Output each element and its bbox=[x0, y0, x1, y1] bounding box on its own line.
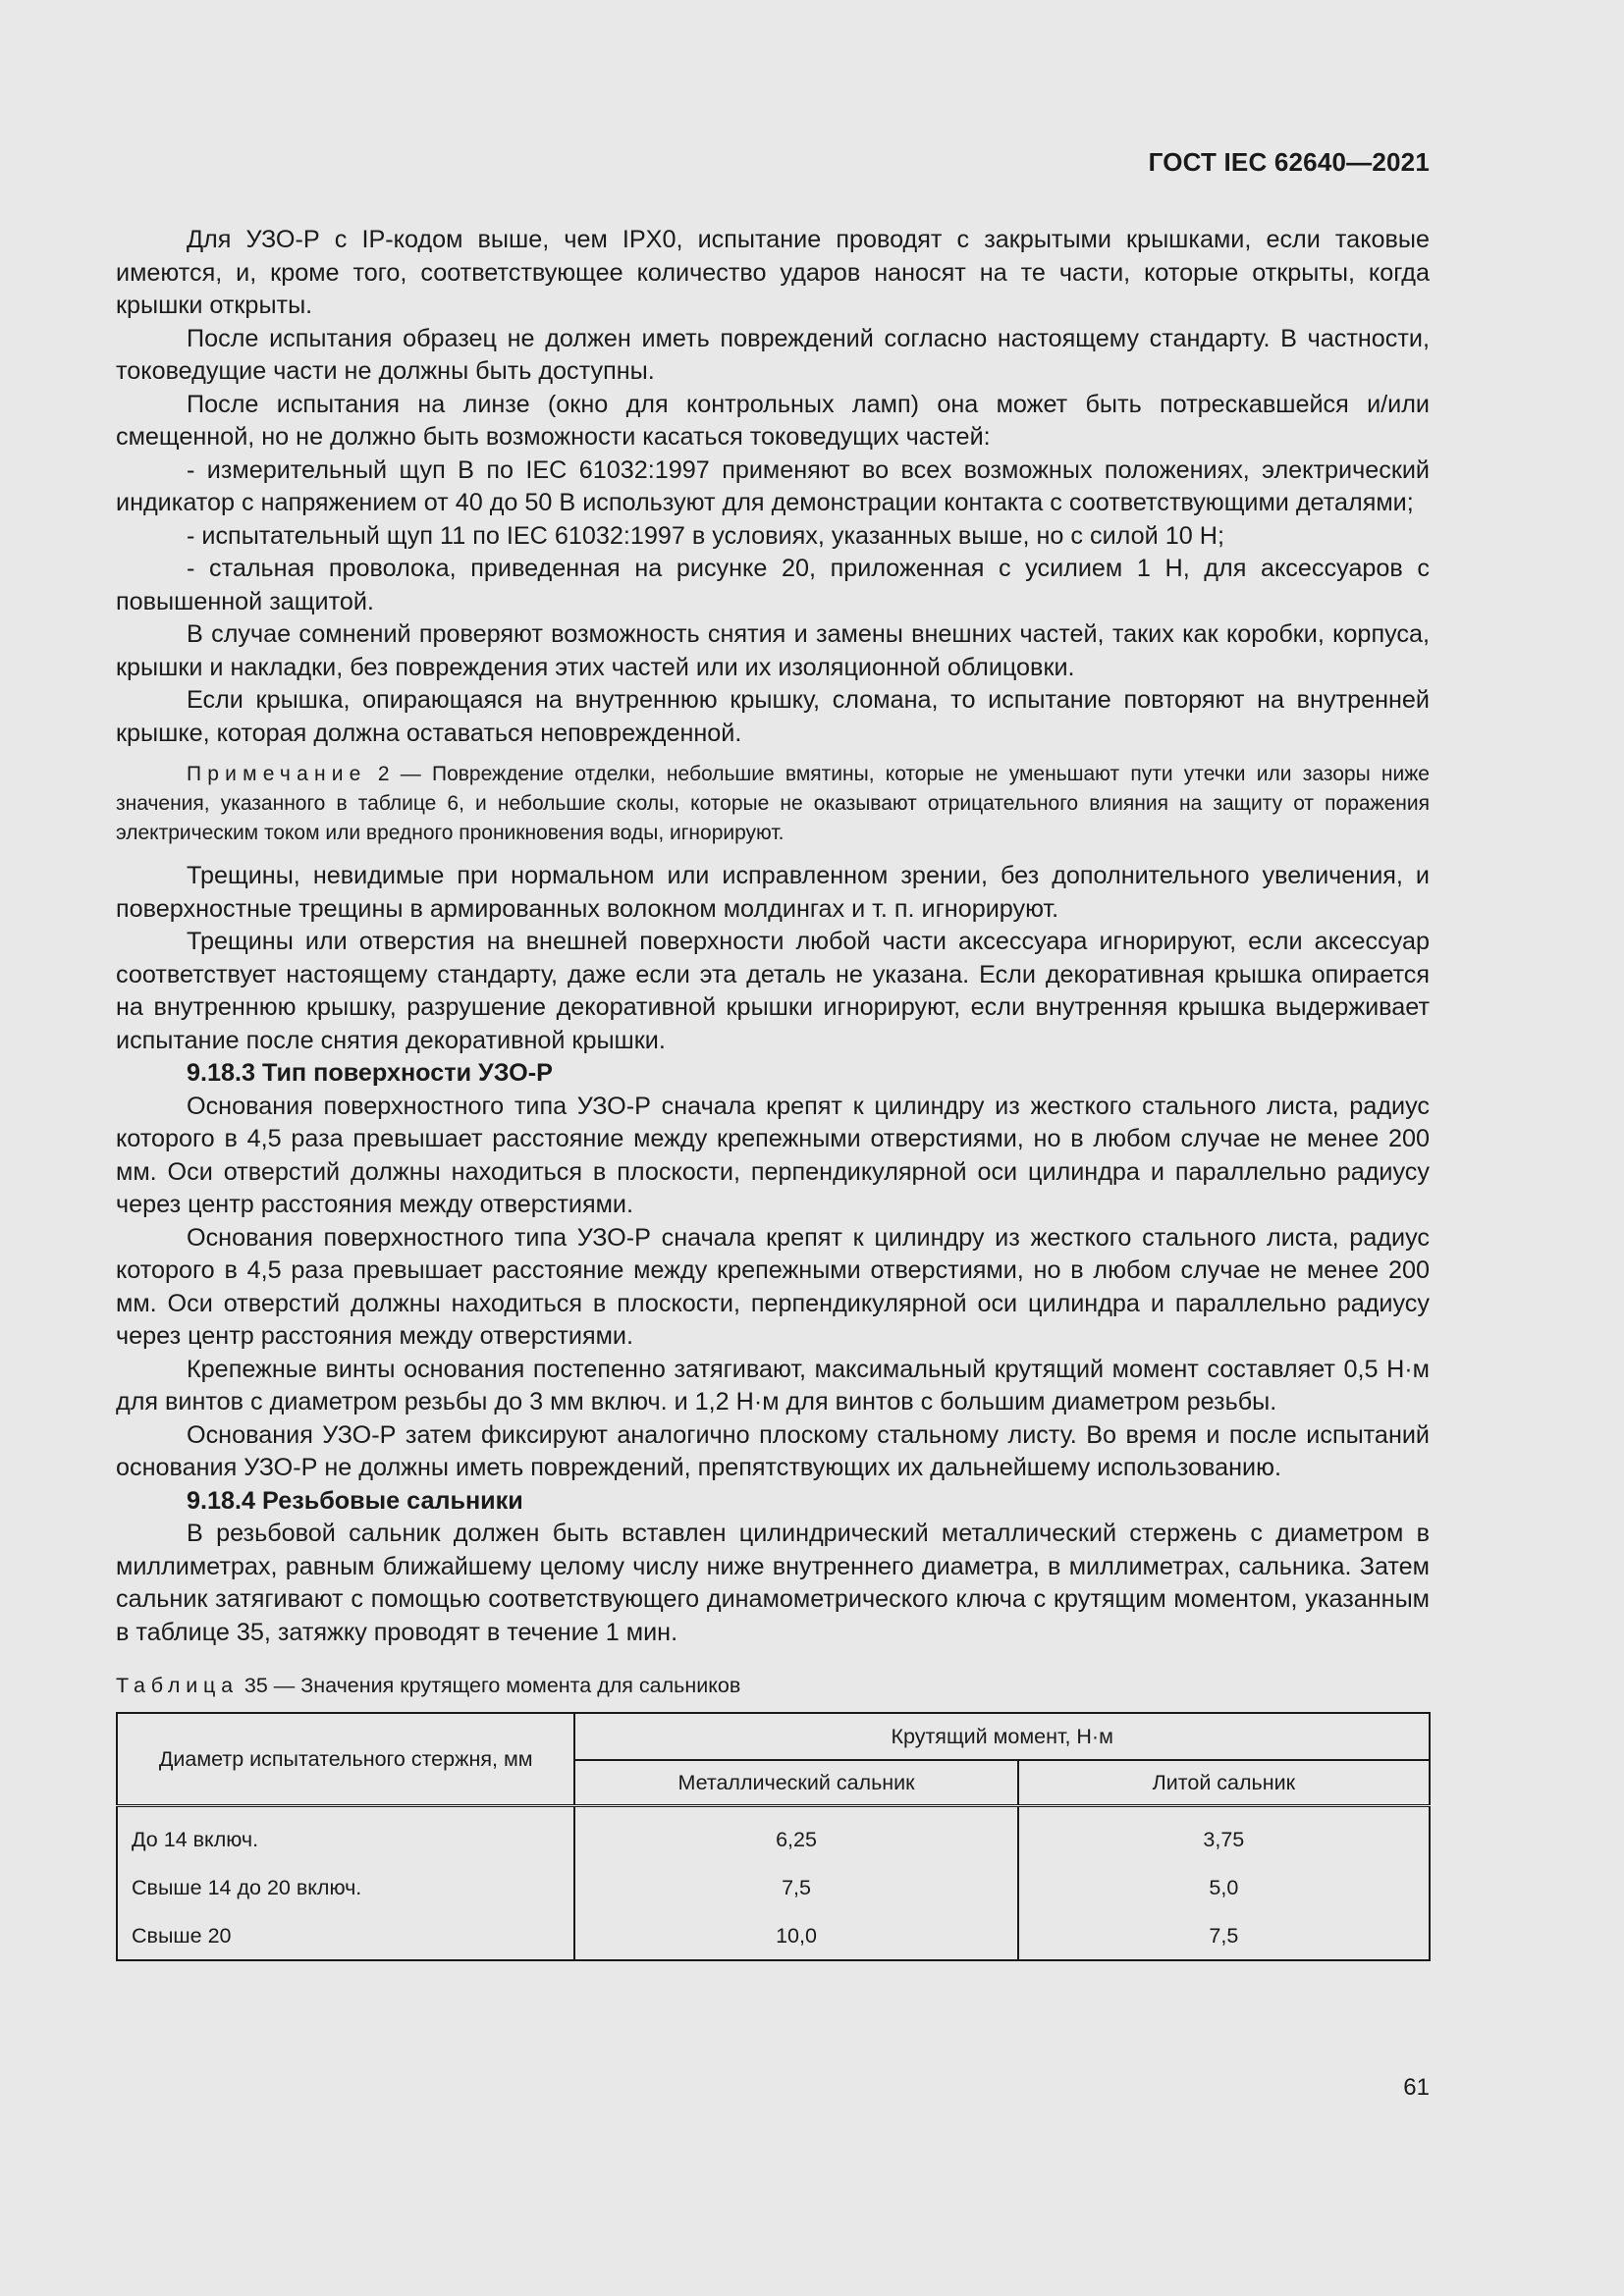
paragraph: Основания поверхностного типа УЗО-Р сначала крепят к цилиндру из жесткого стального листа, радиус которого в 4,5 раза превышает расстояние между крепежными отверстиями, но в любом случае не менее 200 мм. Оси отверстий должны находиться в плоскости, перпендикулярной оси цилиндра и параллельно радиусу через центр расстояния между отверстиями. bbox=[116, 1092, 1430, 1218]
header-torque: Крутящий момент, Н·м bbox=[574, 1713, 1430, 1760]
table-row bbox=[117, 1863, 1430, 1911]
note bbox=[116, 760, 1430, 848]
note-label: Примечание bbox=[187, 763, 367, 785]
header-diameter: Диаметр испытательного стержня, мм bbox=[117, 1713, 574, 1806]
torque-table bbox=[116, 1712, 1431, 1961]
cell-metal: 7,5 bbox=[574, 1863, 1017, 1911]
paragraph: Основания УЗО-Р затем фиксируют аналогично плоскому стальному листу. Во время и после испытаний основания УЗО-Р не должны иметь повреждений, препятствующих их дальнейшему использованию. bbox=[116, 1420, 1430, 1481]
cell-diameter: Свыше 14 до 20 включ. bbox=[117, 1863, 574, 1911]
paragraph: Трещины, невидимые при нормальном или исправленном зрении, без дополнительного увеличения, и поверхностные трещины в армированных волокном молдингах и т. п. игнорируют. bbox=[116, 862, 1430, 923]
table-row bbox=[117, 1806, 1430, 1864]
table-caption-label: Таблица bbox=[116, 1674, 239, 1697]
cell-metal: 6,25 bbox=[574, 1806, 1017, 1864]
cell-cast: 7,5 bbox=[1018, 1911, 1430, 1960]
paragraph: В резьбовой сальник должен быть вставлен цилиндрический металлический стержень с диаметром в миллиметрах, равным ближайшему целому числу ниже внутреннего диаметра, в миллиметрах, сальника. Затем сальник затягивают с помощью соответствующего динамометрического ключа с крутящим моментом, указанным в таблице 35, затяжку проводят в течение 1 мин. bbox=[116, 1520, 1430, 1646]
section-heading: 9.18.4 Резьбовые сальники bbox=[187, 1486, 523, 1515]
paragraph: Основания поверхностного типа УЗО-Р сначала крепят к цилиндру из жесткого стального листа, радиус которого в 4,5 раза превышает расстояние между крепежными отверстиями, но в любом случае не менее 200 мм. Оси отверстий должны находиться в плоскости, перпендикулярной оси цилиндра и параллельно радиусу через центр расстояния между отверстиями. bbox=[116, 1223, 1430, 1350]
document-header: ГОСТ IEC 62640—2021 bbox=[1148, 147, 1430, 177]
list-item: - стальная проволока, приведенная на рисунке 20, приложенная с усилием 1 Н, для аксессуаров с повышенной защитой. bbox=[116, 555, 1430, 615]
paragraph: После испытания образец не должен иметь повреждений согласно настоящему стандарту. В частности, токоведущие части не должны быть доступны. bbox=[116, 324, 1430, 385]
paragraph: В случае сомнений проверяют возможность снятия и замены внешних частей, таких как коробки, корпуса, крышки и накладки, без повреждения этих частей или их изоляционной облицовки. bbox=[116, 620, 1430, 681]
cell-cast: 3,75 bbox=[1018, 1806, 1430, 1864]
paragraph: Если крышка, опирающаяся на внутреннюю крышку, сломана, то испытание повторяют на внутренней крышке, которая должна оставаться неповрежденной. bbox=[116, 686, 1430, 747]
table-caption-text: 35 — Значения крутящего момента для сальников bbox=[238, 1674, 741, 1697]
header-metal-gland: Металлический сальник bbox=[574, 1760, 1017, 1806]
section-heading: 9.18.3 Тип поверхности УЗО-Р bbox=[187, 1059, 553, 1087]
page-body bbox=[116, 224, 1430, 1961]
table-caption bbox=[116, 1671, 1430, 1700]
paragraph: После испытания на линзе (окно для контрольных ламп) она может быть потрескавшейся и/или смещенной, но не должно быть возможности касаться токоведущих частей: bbox=[116, 390, 1430, 451]
paragraph: Для УЗО-Р с IP-кодом выше, чем IPX0, испытание проводят с закрытыми крышками, если таковые имеются, и, кроме того, соответствующее количество ударов наносят на те части, которые открыты, когда крышки открыты. bbox=[116, 226, 1430, 319]
header-cast-gland: Литой сальник bbox=[1018, 1760, 1430, 1806]
cell-cast: 5,0 bbox=[1018, 1863, 1430, 1911]
cell-diameter: До 14 включ. bbox=[117, 1806, 574, 1864]
cell-diameter: Свыше 20 bbox=[117, 1911, 574, 1960]
paragraph: Трещины или отверстия на внешней поверхности любой части аксессуара игнорируют, если аксессуар соответствует настоящему стандарту, даже если эта деталь не указана. Если декоративная крышка опирается на внутреннюю крышку, разрушение декоративной крышки игнорируют, если внутренняя крышка выдерживает испытание после снятия декоративной крышки. bbox=[116, 928, 1430, 1054]
list-item: - испытательный щуп 11 по IEC 61032:1997 в условиях, указанных выше, но с силой 10 Н; bbox=[187, 521, 1224, 550]
page-number: 61 bbox=[1403, 2074, 1430, 2101]
note-text: 2 — Повреждение отделки, небольшие вмятины, которые не уменьшают пути утечки или зазоры ниже значения, указанного в таблице 6, и небольшие сколы, которые не оказывают отрицательного влияния на защиту от поражения электрическим током или вредного проникновения воды, игнорируют. bbox=[116, 763, 1430, 844]
cell-metal: 10,0 bbox=[574, 1911, 1017, 1960]
list-item: - измерительный щуп В по IEC 61032:1997 применяют во всех возможных положениях, электрический индикатор с напряжением от 40 до 50 В используют для демонстрации контакта с соответствующими деталями; bbox=[116, 455, 1430, 516]
table-row bbox=[117, 1911, 1430, 1960]
paragraph: Крепежные винты основания постепенно затягивают, максимальный крутящий момент составляет 0,5 Н·м для винтов с диаметром резьбы до 3 мм включ. и 1,2 Н·м для винтов с большим диаметром резьбы. bbox=[116, 1355, 1430, 1415]
